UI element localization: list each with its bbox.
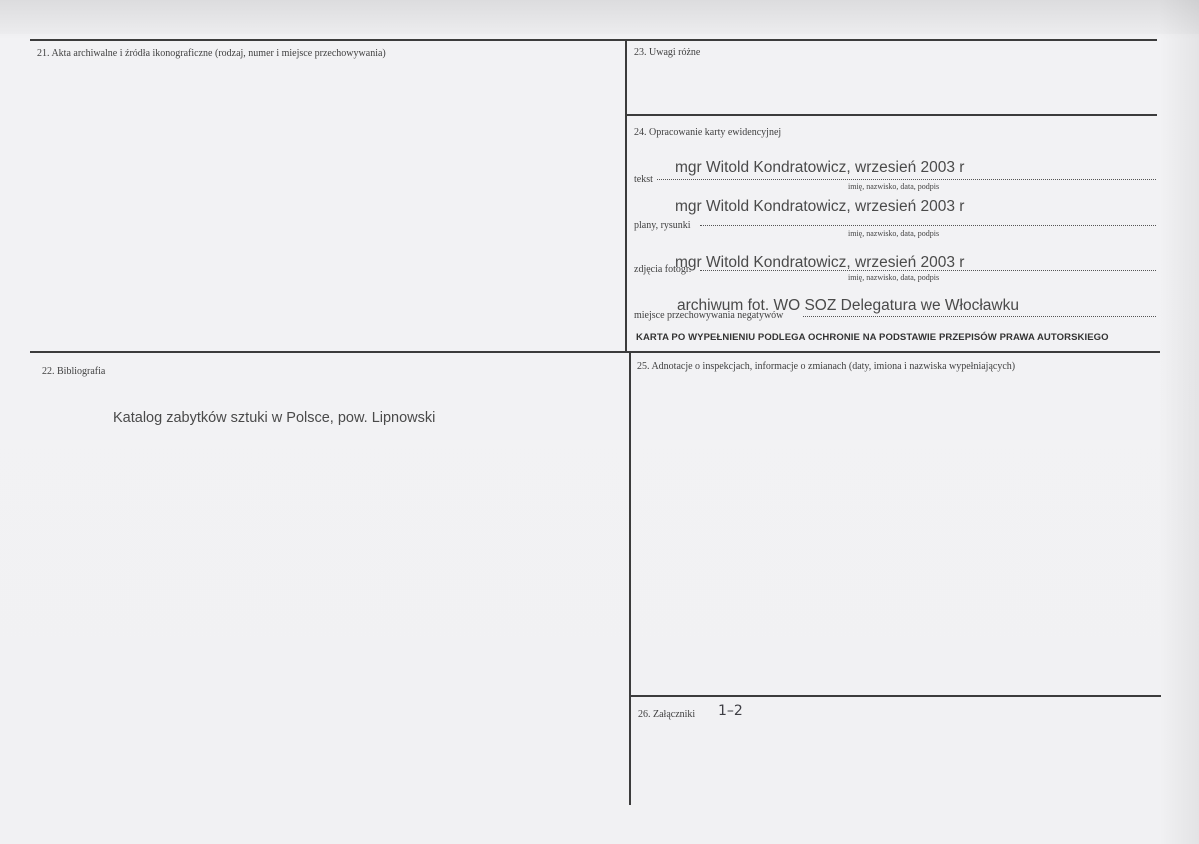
s25-bottom-line [629,695,1161,697]
s24-zdjecia-field: zdjęcia fotogr. [634,264,692,275]
s25-label: 25. Adnotacje o inspekcjach, informacje o zmianach (daty, imiona i nazwiska wypełniających) [637,361,1016,372]
vertical-divider-line-lower [629,353,631,805]
scan-right-edge [1159,0,1199,844]
s24-tekst-hint: imię, nazwisko, data, podpis [848,182,940,191]
s22-bibliography-entry: Katalog zabytków sztuki w Polsce, pow. Lipnowski [113,410,436,426]
top-border-line [30,39,1157,41]
s23-bottom-line [625,114,1157,116]
s26-label: 26. Załączniki [638,709,696,720]
s24-plany-hint: imię, nazwisko, data, podpis [848,229,940,238]
s22-label: 22. Bibliografia [42,366,106,377]
vertical-divider-line [625,39,627,353]
copyright-notice: KARTA PO WYPEŁNIENIU PODLEGA OCHRONIE NA PODSTAWIE PRZEPISÓW PRAWA AUTORSKIEGO [636,332,1109,343]
s24-tekst-dotted-line [657,179,1156,180]
s21-label: 21. Akta archiwalne i źródła ikonograficzne (rodzaj, numer i miejsce przechowywania) [37,48,386,59]
s24-plany-dotted-line [700,225,1156,226]
s24-tekst-value: mgr Witold Kondratowicz, wrzesień 2003 r [675,159,965,176]
s24-zdjecia-value: mgr Witold Kondratowicz, wrzesień 2003 r [675,254,965,271]
s24-zdjecia-dotted-line [700,270,1156,271]
s24-zdjecia-hint: imię, nazwisko, data, podpis [848,273,940,282]
s24-tekst-field: tekst [634,174,653,185]
s24-negatywy-dotted-line [803,316,1156,317]
s23-label: 23. Uwagi różne [634,47,701,58]
scan-top-strip [0,0,1199,34]
s24-plany-field: plany, rysunki [634,220,691,231]
s24-label: 24. Opracowanie karty ewidencyjnej [634,127,782,138]
middle-horizontal-line [30,351,1160,353]
s24-plany-value: mgr Witold Kondratowicz, wrzesień 2003 r [675,198,965,215]
s24-negatywy-field: miejsce przechowywania negatywów [634,310,784,321]
s24-negatywy-value: archiwum fot. WO SOZ Delegatura we Włocławku [677,297,1019,314]
s26-attachments-value: 1–2 [718,703,743,719]
